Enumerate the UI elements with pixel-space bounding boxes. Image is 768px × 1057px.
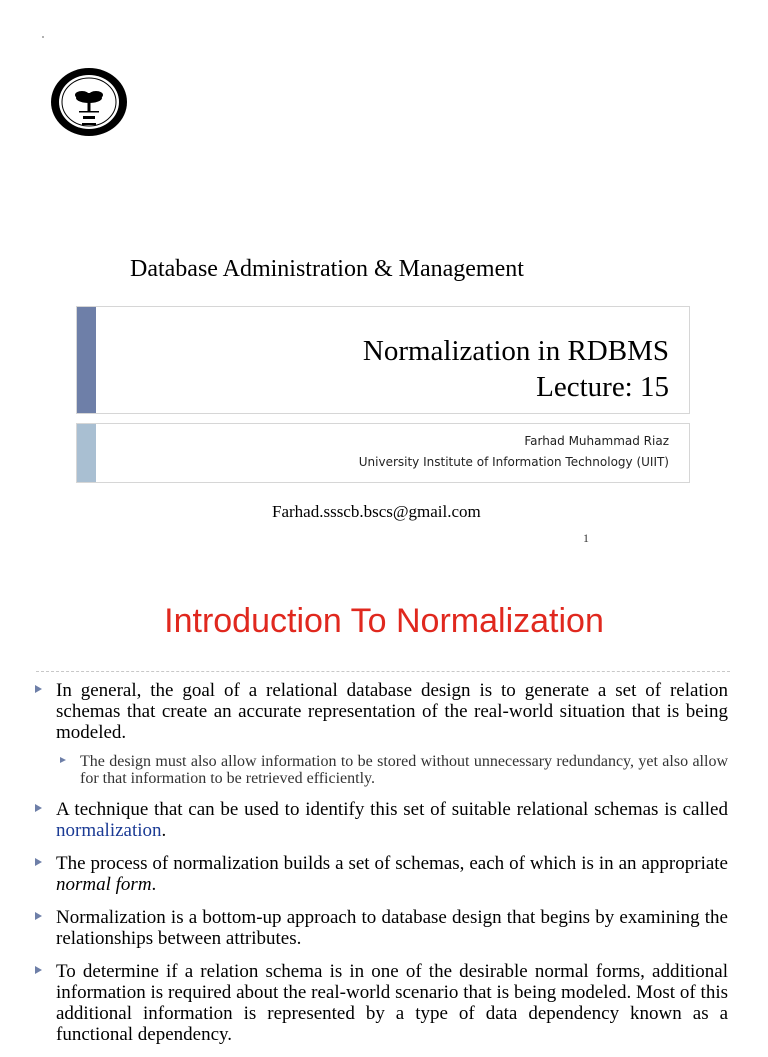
- bullet-text: To determine if a relation schema is in one of the desirable normal forms, additional information is required about the real-world scenario that is being modeled. Most of this additional information is represented by a type of data dependency known as a functional dependency.: [56, 961, 728, 1045]
- lecture-number: Lecture: 15: [536, 371, 669, 403]
- list-item: [32, 961, 728, 1045]
- bullet-text: In general, the goal of a relational database design is to generate a set of relation schemas that create an accurate representation of the real-world situation that is being modeled.: [56, 680, 728, 743]
- bullet-text-end: .: [151, 874, 157, 895]
- triangle-bullet-icon: [35, 804, 42, 812]
- list-item: [32, 799, 728, 841]
- bullet-text: Normalization is a bottom-up approach to database design that begins by examining the relationships between attributes.: [56, 907, 728, 949]
- university-seal-icon: [49, 66, 129, 138]
- bullet-text: A technique that can be used to identify this set of suitable relational schemas is called: [56, 799, 728, 820]
- decorative-dot: [42, 36, 44, 38]
- triangle-bullet-icon: [35, 858, 42, 866]
- institute-name: University Institute of Information Technology (UIIT): [358, 455, 669, 469]
- list-item: [32, 753, 728, 787]
- triangle-bullet-icon: [60, 757, 66, 763]
- triangle-bullet-icon: [35, 966, 42, 974]
- list-item: [32, 680, 728, 743]
- lecture-title-box: [76, 306, 690, 414]
- sub-bullet-text: The design must also allow information to be stored without unnecessary redundancy, yet also allow for that information to be retrieved efficiently.: [80, 753, 728, 787]
- author-email: Farhad.ssscb.bscs@gmail.com: [272, 502, 481, 521]
- triangle-bullet-icon: [35, 685, 42, 693]
- slide-title: Introduction To Normalization: [164, 602, 604, 640]
- list-item: [32, 907, 728, 949]
- bullet-text-end: .: [161, 820, 167, 841]
- page-number: 1: [583, 531, 589, 545]
- normalization-keyword: normalization: [56, 820, 162, 841]
- triangle-bullet-icon: [35, 912, 42, 920]
- list-item: [32, 853, 728, 895]
- bullet-list: [32, 680, 728, 1057]
- author-accent-bar: [77, 424, 96, 482]
- bullet-text: The process of normalization builds a set of schemas, each of which is in an appropriate: [56, 853, 728, 874]
- author-box: [76, 423, 690, 483]
- course-title: Database Administration & Management: [130, 256, 524, 282]
- normal-form-emphasis: normal form: [56, 874, 152, 895]
- author-name: Farhad Muhammad Riaz: [524, 434, 669, 448]
- intro-slide: [0, 568, 768, 1045]
- lecture-topic: Normalization in RDBMS: [362, 335, 669, 367]
- title-divider: [36, 671, 730, 672]
- title-accent-bar: [77, 307, 96, 413]
